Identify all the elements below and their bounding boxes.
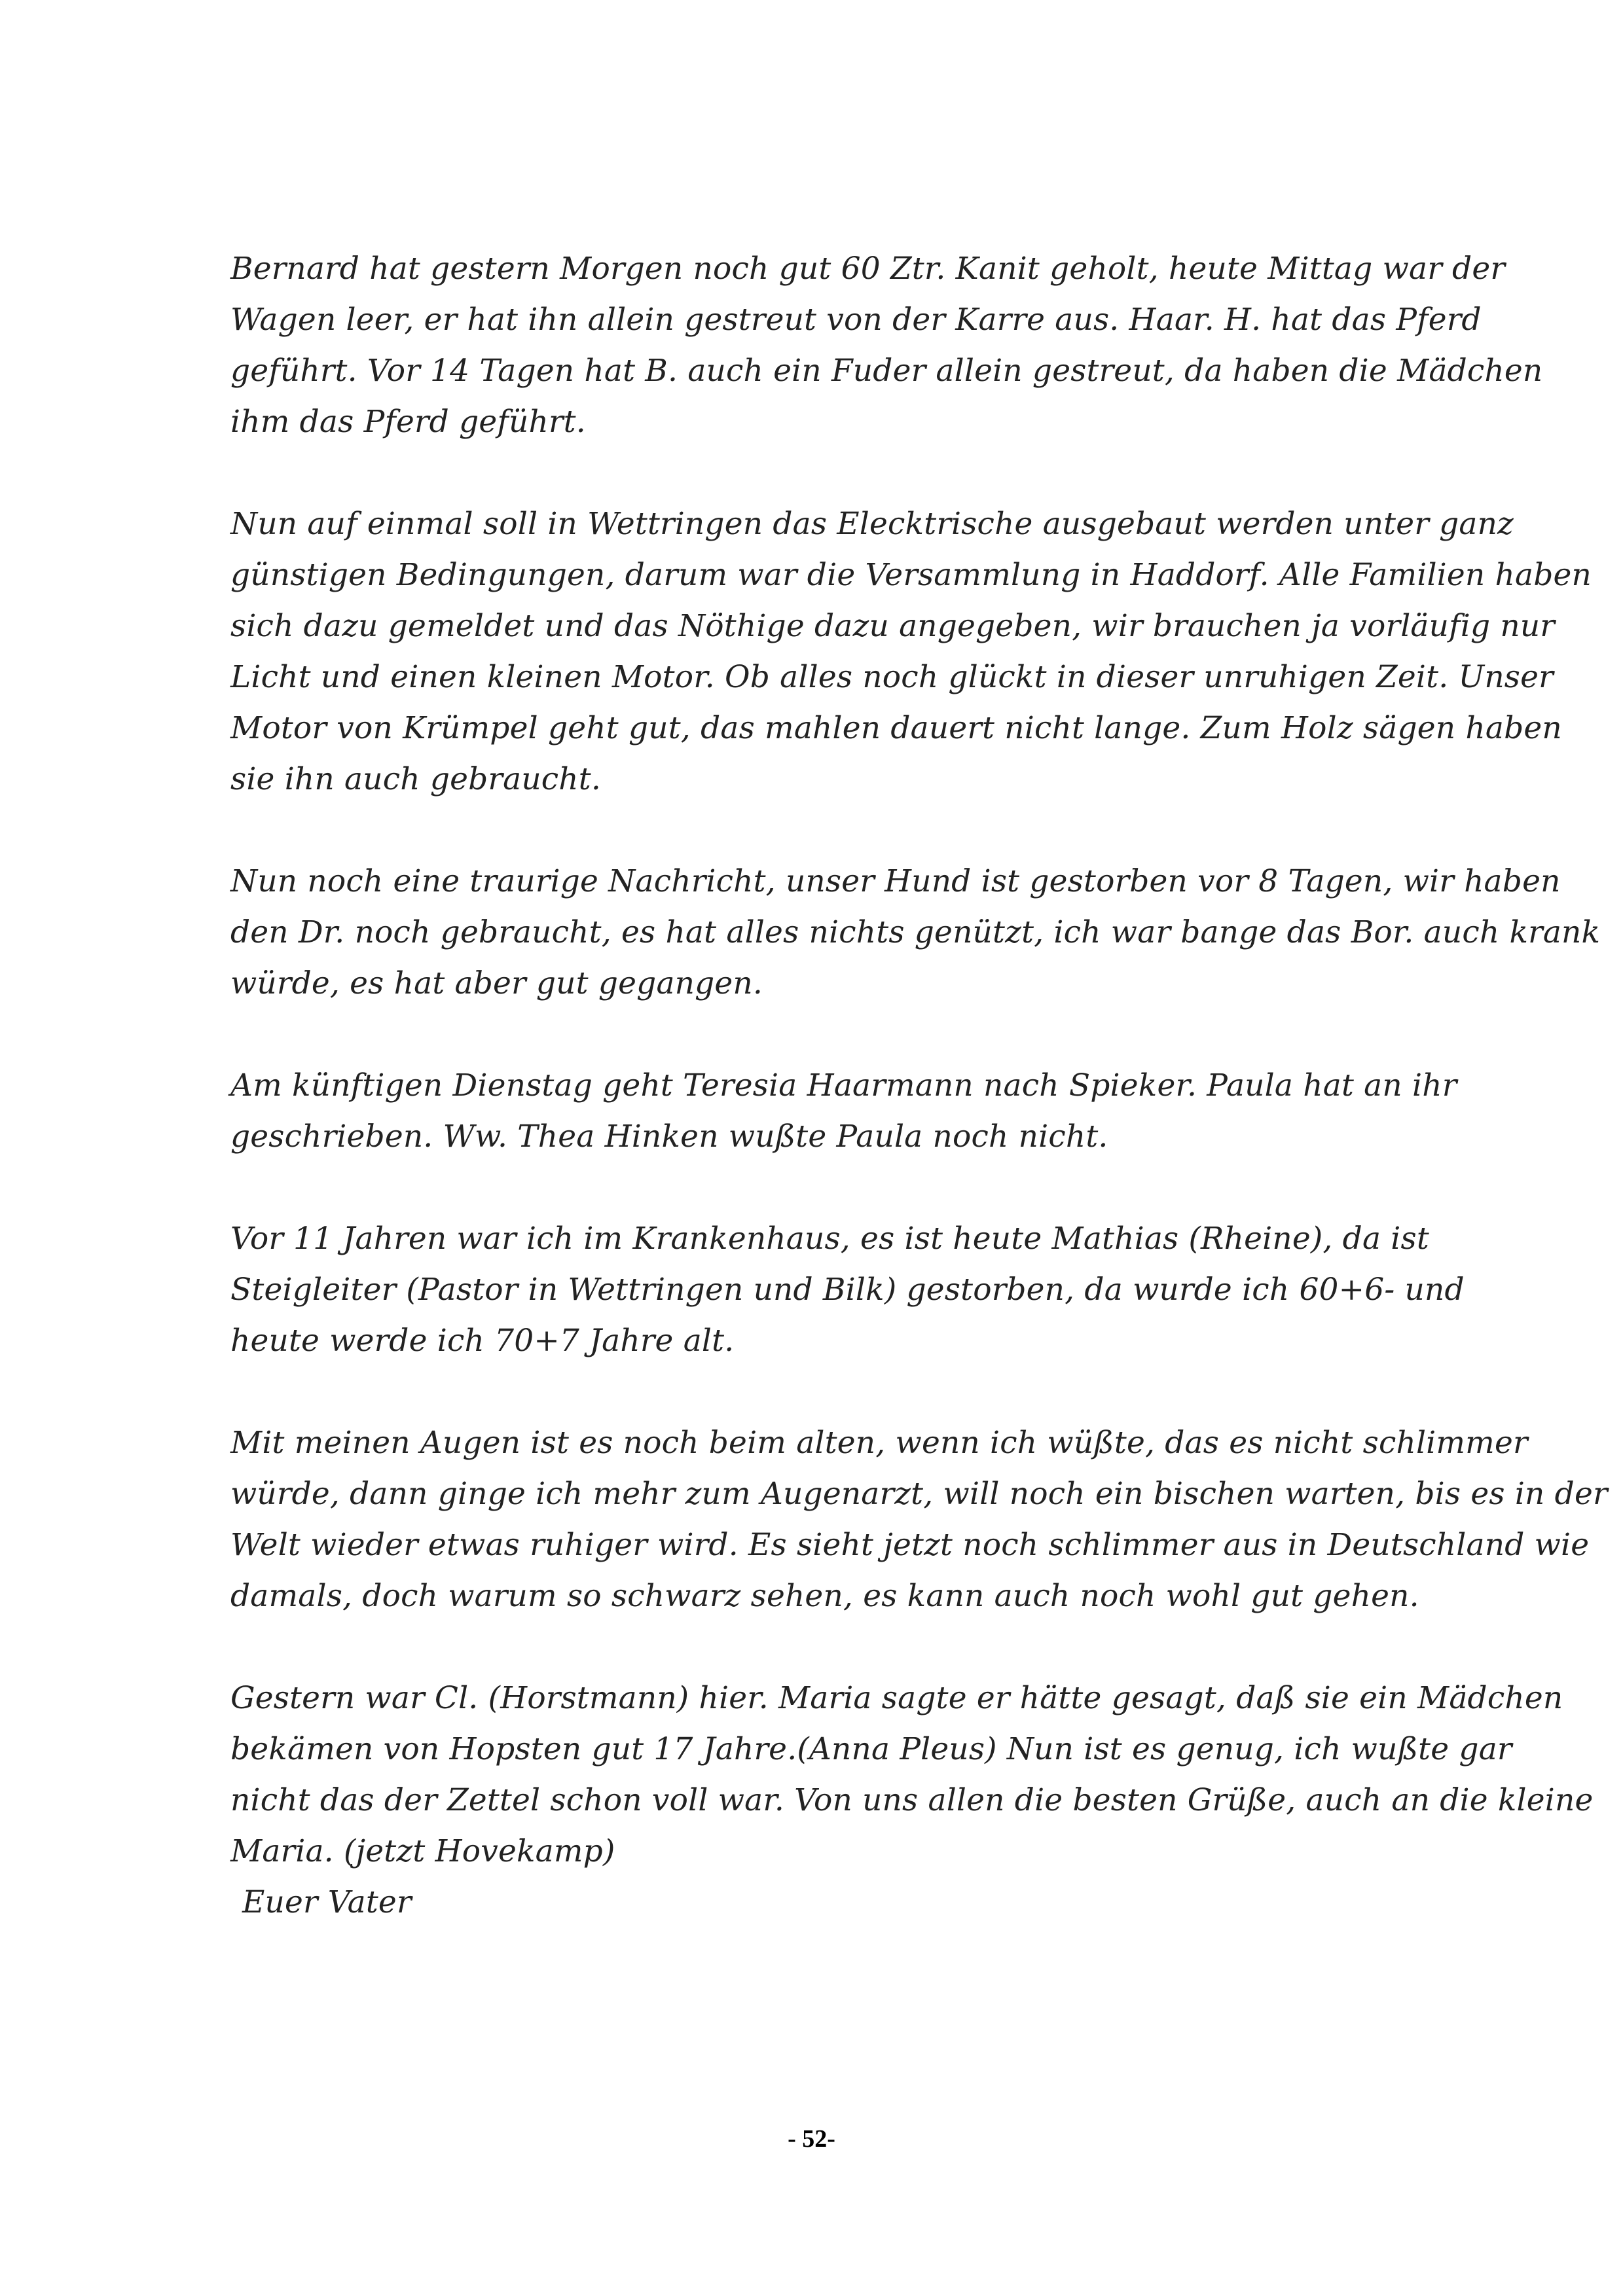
text-line: Welt wieder etwas ruhiger wird. Es sieht jetzt noch schlimmer aus in Deutschland wie — [230, 1527, 1590, 1563]
text-line: günstigen Bedingungen, darum war die Versammlung in Haddorf. Alle Familien haben — [230, 557, 1592, 593]
paragraph-kanit — [230, 243, 1543, 448]
text-line: Nun auf einmal soll in Wettringen das Elecktrische ausgebaut werden unter ganz — [230, 506, 1514, 542]
paragraph-closing — [230, 1673, 1594, 1928]
text-line: Steigleiter (Pastor in Wettringen und Bilk) gestorben, da wurde ich 60+6- und — [230, 1272, 1465, 1308]
letter-body — [230, 243, 1608, 1928]
text-line: damals, doch warum so schwarz sehen, es kann auch noch wohl gut gehen. — [230, 1578, 1419, 1614]
signature: Euer Vater — [242, 1884, 412, 1920]
text-line: Motor von Krümpel geht gut, das mahlen dauert nicht lange. Zum Holz sägen haben — [230, 710, 1562, 746]
text-line: geschrieben. Ww. Thea Hinken wußte Paula noch nicht. — [230, 1119, 1108, 1155]
text-line: Licht und einen kleinen Motor. Ob alles noch glückt in dieser unruhigen Zeit. Unser — [230, 659, 1554, 695]
text-line: Mit meinen Augen ist es noch beim alten, wenn ich wüßte, das es nicht schlimmer — [230, 1425, 1528, 1461]
text-line: sich dazu gemeldet und das Nöthige dazu angegeben, wir brauchen ja vorläufig nur — [230, 608, 1555, 644]
paragraph-teresia — [230, 1060, 1501, 1162]
text-line: geführt. Vor 14 Tagen hat B. auch ein Fuder allein gestreut, da haben die Mädchen — [230, 353, 1543, 389]
page-number: - 52- — [788, 2125, 835, 2153]
paragraph-electricity — [230, 499, 1592, 805]
text-line: Vor 11 Jahren war ich im Krankenhaus, es ist heute Mathias (Rheine), da ist — [230, 1221, 1429, 1257]
text-line: Maria. (jetzt Hovekamp) — [230, 1833, 615, 1869]
text-line: Am künftigen Dienstag geht Teresia Haarmann nach Spieker. Paula hat an ihr — [230, 1067, 1457, 1103]
paragraph-dog — [230, 856, 1601, 1009]
text-line: würde, dann ginge ich mehr zum Augenarzt, will noch ein bischen warten, bis es in der — [230, 1476, 1608, 1512]
text-line: Wagen leer, er hat ihn allein gestreut von der Karre aus. Haar. H. hat das Pferd — [230, 302, 1482, 338]
text-line: würde, es hat aber gut gegangen. — [230, 965, 763, 1001]
text-line: Nun noch eine traurige Nachricht, unser Hund ist gestorben vor 8 Tagen, wir haben — [230, 863, 1561, 899]
text-line: den Dr. noch gebraucht, es hat alles nichts genützt, ich war bange das Bor. auch krank — [230, 914, 1601, 950]
text-line: sie ihn auch gebraucht. — [230, 761, 602, 797]
paragraph-eyes — [230, 1418, 1608, 1622]
text-line: heute werde ich 70+7 Jahre alt. — [230, 1323, 735, 1359]
text-line: bekämen von Hopsten gut 17 Jahre.(Anna Pleus) Nun ist es genug, ich wußte gar — [230, 1731, 1512, 1767]
text-line: ihm das Pferd geführt. — [230, 404, 586, 440]
text-line: nicht das der Zettel schon voll war. Von uns allen die besten Grüße, auch an die kleine — [230, 1782, 1594, 1818]
paragraph-hospital — [230, 1213, 1501, 1367]
text-line: Bernard hat gestern Morgen noch gut 60 Ztr. Kanit geholt, heute Mittag war der — [230, 251, 1506, 287]
text-line: Gestern war Cl. (Horstmann) hier. Maria sagte er hätte gesagt, daß sie ein Mädchen — [230, 1680, 1563, 1716]
